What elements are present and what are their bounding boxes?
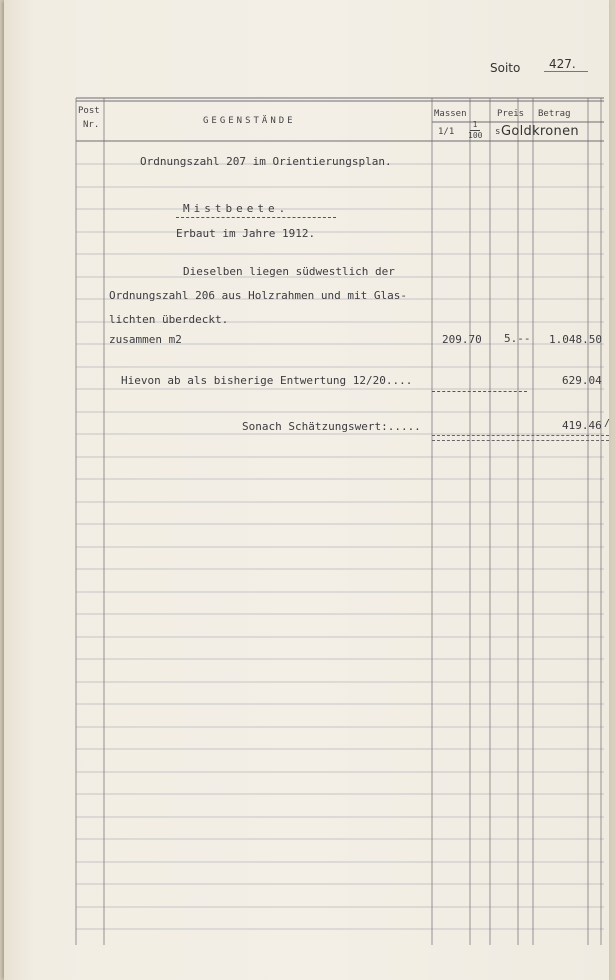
header-nr: Nr. [83, 120, 100, 130]
entry-sonach-label: Sonach Schätzungswert:..... [242, 420, 421, 433]
header-massen-fraction [468, 121, 482, 140]
header-massen: Massen [434, 109, 467, 119]
header-goldkronen: Goldkronen [501, 124, 579, 139]
entry-zusammen-preis: 5.-- [504, 332, 531, 345]
fraction-denominator: 100 [468, 131, 483, 140]
entry-hievon-label: Hievon ab als bisherige Entwertung 12/20.... [121, 374, 413, 387]
ledger-grid [4, 0, 609, 980]
check-mark: / [604, 418, 611, 429]
hievon-masse-rule [432, 391, 527, 392]
entry-zusammen-betrag: 1.048.50 [549, 333, 602, 346]
header-post: Post [78, 106, 100, 116]
entry-hievon-betrag: 629.04 [562, 374, 602, 387]
title-underline [176, 217, 336, 218]
page-number-underline [544, 71, 588, 72]
fraction-numerator: 1 [472, 120, 478, 129]
entry-desc-line3: lichten überdeckt. [109, 313, 229, 326]
header-preis-sub: s [495, 127, 501, 137]
entry-zusammen-masse: 209.70 [442, 333, 482, 346]
total-double-rule [432, 435, 609, 441]
document-page [4, 0, 609, 980]
header-betrag: Betrag [538, 109, 571, 119]
entry-title: Mistbeete. [183, 202, 290, 215]
header-preis: Preis [497, 109, 525, 119]
entry-ordnungszahl: Ordnungszahl 207 im Orientierungsplan. [140, 155, 392, 168]
page-number: 427. [549, 57, 576, 71]
header-massen-whole: 1/1 [438, 127, 455, 137]
entry-zusammen-label: zusammen m2 [109, 333, 182, 346]
entry-sonach-betrag: 419.46 [562, 419, 602, 432]
entry-desc-line2: Ordnungszahl 206 aus Holzrahmen und mit Glas- [109, 289, 408, 302]
header-gegenstaende: GEGENSTÄNDE [203, 116, 296, 126]
entry-desc-line1: Dieselben liegen südwestlich der [183, 265, 395, 278]
page-label: Soito [490, 61, 521, 75]
entry-erbaut: Erbaut im Jahre 1912. [176, 227, 316, 240]
